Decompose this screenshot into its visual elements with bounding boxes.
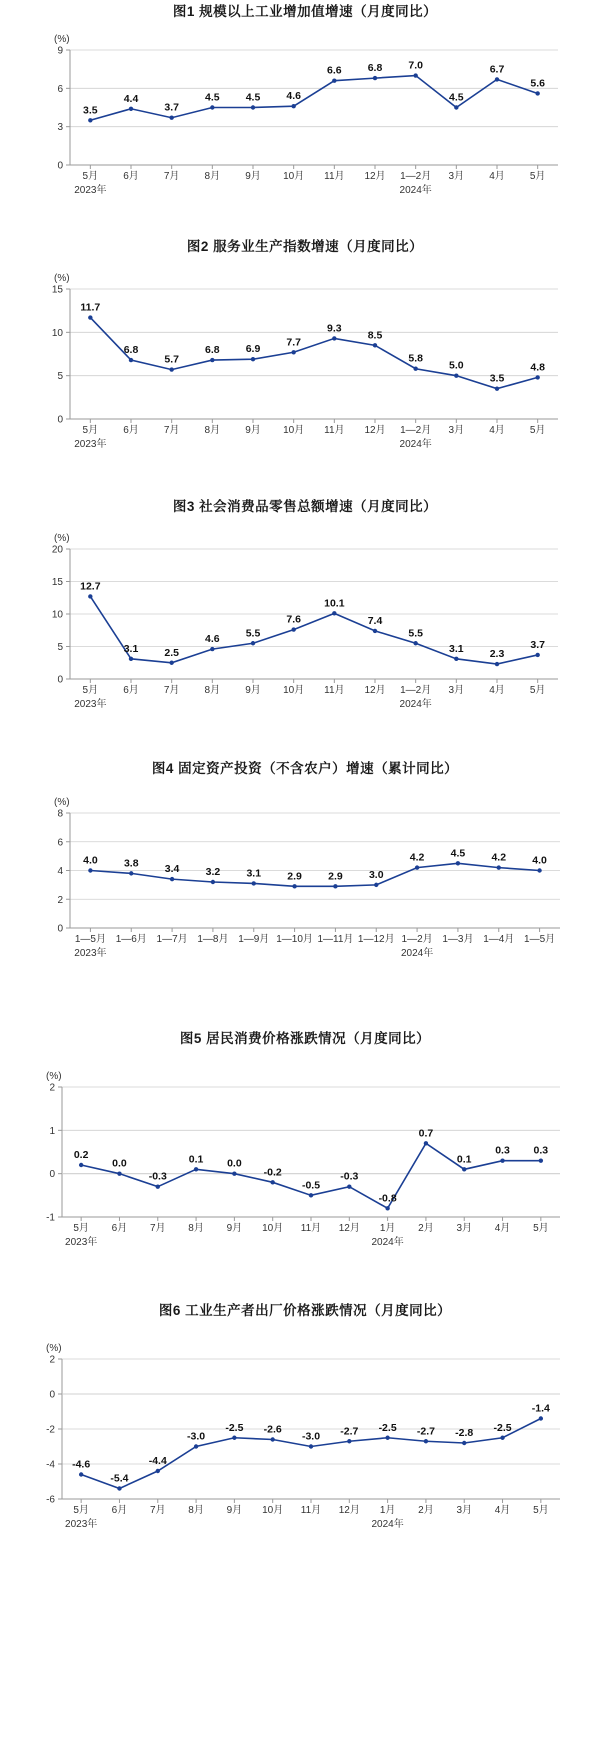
svg-text:5.0: 5.0: [449, 359, 464, 372]
svg-text:0: 0: [49, 1169, 55, 1181]
svg-text:9月: 9月: [245, 171, 261, 182]
svg-text:3.4: 3.4: [164, 863, 180, 876]
svg-text:2月: 2月: [418, 1505, 434, 1516]
svg-text:(%): (%): [54, 34, 70, 45]
svg-text:8月: 8月: [204, 171, 221, 182]
svg-text:9月: 9月: [245, 425, 261, 436]
svg-text:2023年: 2023年: [74, 439, 107, 450]
svg-text:0.1: 0.1: [456, 1153, 472, 1166]
svg-text:5月: 5月: [529, 425, 546, 436]
svg-text:2月: 2月: [418, 1223, 434, 1234]
svg-text:0.7: 0.7: [418, 1127, 434, 1140]
svg-text:4月: 4月: [489, 685, 505, 696]
svg-text:10: 10: [51, 609, 63, 621]
svg-text:1—2月: 1—2月: [400, 425, 432, 436]
svg-text:2023年: 2023年: [74, 699, 107, 710]
svg-text:1—2月: 1—2月: [400, 171, 432, 182]
svg-text:4月: 4月: [494, 1223, 511, 1234]
svg-text:9月: 9月: [245, 685, 261, 696]
chart-title: 图5 居民消费价格涨跌情况（月度同比）: [179, 1031, 431, 1046]
svg-text:6.9: 6.9: [245, 343, 261, 356]
svg-text:-2.8: -2.8: [455, 1427, 474, 1439]
svg-text:1—10月: 1—10月: [276, 934, 313, 945]
svg-text:2023年: 2023年: [65, 1519, 98, 1530]
chart-block: [0, 1299, 610, 1564]
svg-text:1: 1: [49, 1125, 55, 1137]
svg-text:10月: 10月: [283, 425, 305, 436]
svg-text:15: 15: [51, 284, 63, 296]
svg-text:2.9: 2.9: [287, 870, 302, 883]
svg-text:9: 9: [57, 45, 63, 57]
svg-text:7月: 7月: [149, 1223, 166, 1234]
svg-text:3.1: 3.1: [246, 867, 262, 880]
svg-text:3月: 3月: [448, 685, 465, 696]
svg-text:10月: 10月: [262, 1223, 284, 1234]
svg-text:-2.5: -2.5: [493, 1421, 512, 1434]
svg-text:5.7: 5.7: [164, 353, 179, 366]
svg-text:-3.0: -3.0: [301, 1430, 321, 1443]
svg-text:1—11月: 1—11月: [317, 934, 354, 945]
svg-text:4.0: 4.0: [83, 854, 98, 867]
chart-plot: [0, 20, 610, 235]
svg-text:7.7: 7.7: [286, 336, 301, 349]
svg-text:8: 8: [57, 808, 63, 820]
svg-text:2024年: 2024年: [399, 439, 432, 450]
svg-text:4月: 4月: [489, 425, 505, 436]
svg-text:0.0: 0.0: [112, 1157, 127, 1170]
svg-text:-4: -4: [46, 1459, 55, 1471]
svg-text:5月: 5月: [82, 685, 99, 696]
svg-text:-0.2: -0.2: [263, 1166, 282, 1179]
svg-text:4.0: 4.0: [532, 854, 547, 867]
svg-text:10.1: 10.1: [324, 597, 345, 610]
svg-text:3.1: 3.1: [123, 642, 139, 655]
svg-text:3.7: 3.7: [164, 101, 179, 114]
svg-text:5月: 5月: [82, 425, 99, 436]
svg-text:5.6: 5.6: [530, 77, 545, 90]
svg-text:0: 0: [57, 414, 63, 426]
svg-text:1—9月: 1—9月: [238, 934, 270, 945]
svg-text:11月: 11月: [324, 685, 345, 696]
chart-block: [0, 1027, 610, 1299]
chart-plot: [0, 777, 610, 1027]
svg-text:0.3: 0.3: [533, 1144, 549, 1157]
svg-text:3.2: 3.2: [205, 866, 221, 878]
svg-text:8.5: 8.5: [367, 329, 383, 342]
svg-text:1—8月: 1—8月: [197, 934, 229, 945]
svg-text:0: 0: [57, 160, 63, 172]
svg-text:11月: 11月: [300, 1505, 322, 1516]
svg-text:4月: 4月: [489, 171, 505, 182]
svg-text:3.5: 3.5: [489, 372, 505, 385]
svg-text:4.5: 4.5: [449, 91, 464, 104]
svg-text:3.0: 3.0: [368, 868, 384, 881]
svg-text:9.3: 9.3: [327, 322, 342, 335]
svg-text:2: 2: [57, 894, 63, 906]
svg-text:5: 5: [57, 371, 63, 383]
svg-text:20: 20: [51, 544, 63, 556]
svg-text:5月: 5月: [533, 1505, 549, 1516]
svg-text:12月: 12月: [364, 685, 386, 696]
svg-text:5月: 5月: [533, 1223, 549, 1234]
svg-text:2.9: 2.9: [328, 870, 343, 883]
svg-text:-0.3: -0.3: [340, 1170, 359, 1183]
svg-text:6月: 6月: [123, 685, 139, 696]
chart-block: [0, 495, 610, 757]
svg-text:0: 0: [49, 1389, 55, 1401]
svg-text:5月: 5月: [529, 171, 546, 182]
svg-text:7.0: 7.0: [408, 59, 423, 72]
chart-title: 图1 规模以上工业增加值增速（月度同比）: [172, 4, 438, 19]
svg-text:1—6月: 1—6月: [115, 934, 147, 945]
svg-text:5月: 5月: [529, 685, 546, 696]
svg-text:11月: 11月: [324, 425, 345, 436]
svg-text:4.4: 4.4: [123, 92, 139, 105]
svg-text:10: 10: [51, 327, 63, 339]
svg-text:4.2: 4.2: [409, 851, 425, 864]
svg-text:-2: -2: [46, 1424, 55, 1436]
chart-plot: [0, 255, 610, 495]
svg-text:-0.8: -0.8: [378, 1192, 397, 1205]
svg-text:4.2: 4.2: [491, 851, 507, 864]
svg-text:12月: 12月: [364, 425, 386, 436]
svg-text:10月: 10月: [283, 171, 305, 182]
svg-text:-3.0: -3.0: [187, 1430, 206, 1443]
svg-text:2024年: 2024年: [371, 1519, 404, 1530]
svg-text:6月: 6月: [123, 425, 139, 436]
svg-text:3月: 3月: [456, 1505, 473, 1516]
svg-text:5月: 5月: [73, 1223, 89, 1234]
svg-text:1—2月: 1—2月: [401, 934, 433, 945]
svg-text:4.5: 4.5: [450, 847, 466, 860]
svg-text:7.4: 7.4: [367, 614, 383, 627]
svg-text:6.8: 6.8: [367, 62, 383, 75]
svg-text:0.1: 0.1: [188, 1153, 204, 1166]
svg-text:3月: 3月: [448, 425, 465, 436]
svg-text:7月: 7月: [163, 685, 180, 696]
svg-text:12.7: 12.7: [80, 580, 101, 593]
svg-text:(%): (%): [46, 1343, 62, 1354]
chart-block: [0, 0, 610, 235]
chart-title: 图4 固定资产投资（不含农户）增速（累计同比）: [151, 761, 459, 776]
svg-text:10月: 10月: [283, 685, 305, 696]
svg-text:8月: 8月: [204, 685, 221, 696]
svg-text:8月: 8月: [188, 1505, 204, 1516]
chart-plot: [0, 1047, 610, 1299]
svg-text:2023年: 2023年: [74, 948, 107, 959]
svg-text:6月: 6月: [111, 1505, 128, 1516]
svg-text:2: 2: [49, 1082, 55, 1094]
svg-text:0: 0: [57, 923, 63, 935]
svg-text:3月: 3月: [456, 1223, 473, 1234]
svg-text:7.6: 7.6: [286, 613, 301, 626]
svg-text:(%): (%): [46, 1071, 62, 1082]
svg-text:1—5月: 1—5月: [74, 934, 106, 945]
svg-text:7月: 7月: [163, 425, 180, 436]
svg-text:5月: 5月: [73, 1505, 89, 1516]
svg-text:5.5: 5.5: [245, 627, 261, 640]
svg-text:6月: 6月: [111, 1223, 128, 1234]
svg-text:0.2: 0.2: [73, 1149, 89, 1161]
svg-text:3月: 3月: [448, 171, 465, 182]
svg-text:2.3: 2.3: [489, 648, 505, 661]
svg-text:-2.5: -2.5: [225, 1421, 244, 1434]
svg-text:3.8: 3.8: [123, 857, 139, 870]
svg-text:(%): (%): [54, 533, 70, 544]
svg-text:0.0: 0.0: [227, 1157, 242, 1170]
svg-text:8月: 8月: [188, 1223, 204, 1234]
svg-text:1—12月: 1—12月: [357, 934, 395, 945]
svg-text:(%): (%): [54, 797, 70, 808]
chart-title: 图3 社会消费品零售总额增速（月度同比）: [172, 499, 438, 514]
svg-text:-4.4: -4.4: [148, 1455, 167, 1467]
svg-text:1月: 1月: [379, 1223, 396, 1234]
svg-text:12月: 12月: [338, 1505, 360, 1516]
svg-text:6月: 6月: [123, 171, 139, 182]
svg-text:6: 6: [57, 837, 63, 849]
svg-text:1—3月: 1—3月: [442, 934, 474, 945]
svg-text:15: 15: [51, 577, 63, 588]
svg-text:2024年: 2024年: [399, 185, 432, 196]
svg-text:6: 6: [57, 83, 63, 95]
chart-title: 图6 工业生产者出厂价格涨跌情况（月度同比）: [158, 1303, 452, 1318]
svg-text:3.1: 3.1: [449, 642, 464, 655]
svg-text:4.6: 4.6: [286, 90, 301, 103]
svg-text:11月: 11月: [324, 171, 345, 182]
svg-text:-5.4: -5.4: [110, 1472, 129, 1485]
svg-text:7月: 7月: [163, 171, 180, 182]
svg-text:12月: 12月: [364, 171, 386, 182]
svg-text:(%): (%): [54, 273, 70, 284]
svg-text:0: 0: [57, 674, 63, 686]
svg-text:5月: 5月: [82, 171, 99, 182]
svg-text:-2.5: -2.5: [378, 1421, 397, 1434]
chart-block: [0, 235, 610, 495]
svg-text:1—5月: 1—5月: [524, 934, 556, 945]
svg-text:4.5: 4.5: [245, 91, 261, 104]
chart-title: 图2 服务业生产指数增速（月度同比）: [186, 239, 424, 254]
svg-text:12月: 12月: [338, 1223, 360, 1234]
svg-text:4: 4: [57, 866, 63, 877]
svg-text:2023年: 2023年: [65, 1237, 98, 1248]
svg-text:3.5: 3.5: [83, 104, 98, 117]
svg-text:11月: 11月: [300, 1223, 322, 1234]
svg-text:5: 5: [57, 642, 63, 653]
svg-text:2023年: 2023年: [74, 185, 107, 196]
svg-text:-6: -6: [46, 1494, 55, 1506]
svg-text:10月: 10月: [262, 1505, 284, 1516]
chart-plot: [0, 1319, 610, 1564]
svg-text:4.5: 4.5: [205, 91, 220, 104]
svg-text:9月: 9月: [226, 1505, 243, 1516]
chart-plot: [0, 515, 610, 757]
svg-text:1月: 1月: [379, 1505, 396, 1516]
svg-text:2.5: 2.5: [164, 646, 179, 659]
svg-text:-2.7: -2.7: [340, 1425, 359, 1438]
svg-text:6.6: 6.6: [327, 64, 342, 77]
svg-text:2024年: 2024年: [399, 699, 432, 710]
svg-text:5.5: 5.5: [408, 627, 423, 640]
svg-text:0.3: 0.3: [495, 1144, 510, 1157]
svg-text:11.7: 11.7: [80, 301, 101, 314]
svg-text:6.7: 6.7: [489, 63, 505, 76]
svg-text:2024年: 2024年: [371, 1237, 404, 1248]
svg-text:4月: 4月: [494, 1505, 511, 1516]
svg-text:-0.5: -0.5: [301, 1179, 321, 1192]
svg-text:4.6: 4.6: [205, 633, 220, 646]
svg-text:-1.4: -1.4: [531, 1402, 550, 1415]
svg-text:5.8: 5.8: [408, 352, 423, 365]
svg-text:1—4月: 1—4月: [483, 934, 515, 945]
svg-text:3.7: 3.7: [530, 638, 545, 651]
svg-text:2: 2: [49, 1354, 55, 1366]
svg-text:-2.6: -2.6: [263, 1423, 282, 1436]
svg-text:3: 3: [57, 122, 63, 134]
svg-text:1—7月: 1—7月: [156, 934, 188, 945]
svg-text:6.8: 6.8: [123, 344, 139, 357]
svg-text:4.8: 4.8: [530, 361, 545, 374]
svg-text:8月: 8月: [204, 425, 221, 436]
svg-text:-4.6: -4.6: [72, 1458, 91, 1471]
svg-text:-0.3: -0.3: [148, 1170, 167, 1183]
chart-block: [0, 757, 610, 1027]
svg-text:9月: 9月: [226, 1223, 243, 1234]
svg-text:2024年: 2024年: [400, 948, 434, 959]
svg-text:-2.7: -2.7: [416, 1425, 435, 1438]
svg-text:1—2月: 1—2月: [400, 685, 432, 696]
svg-text:7月: 7月: [149, 1505, 166, 1516]
svg-text:-1: -1: [46, 1212, 55, 1224]
svg-text:6.8: 6.8: [205, 344, 220, 357]
